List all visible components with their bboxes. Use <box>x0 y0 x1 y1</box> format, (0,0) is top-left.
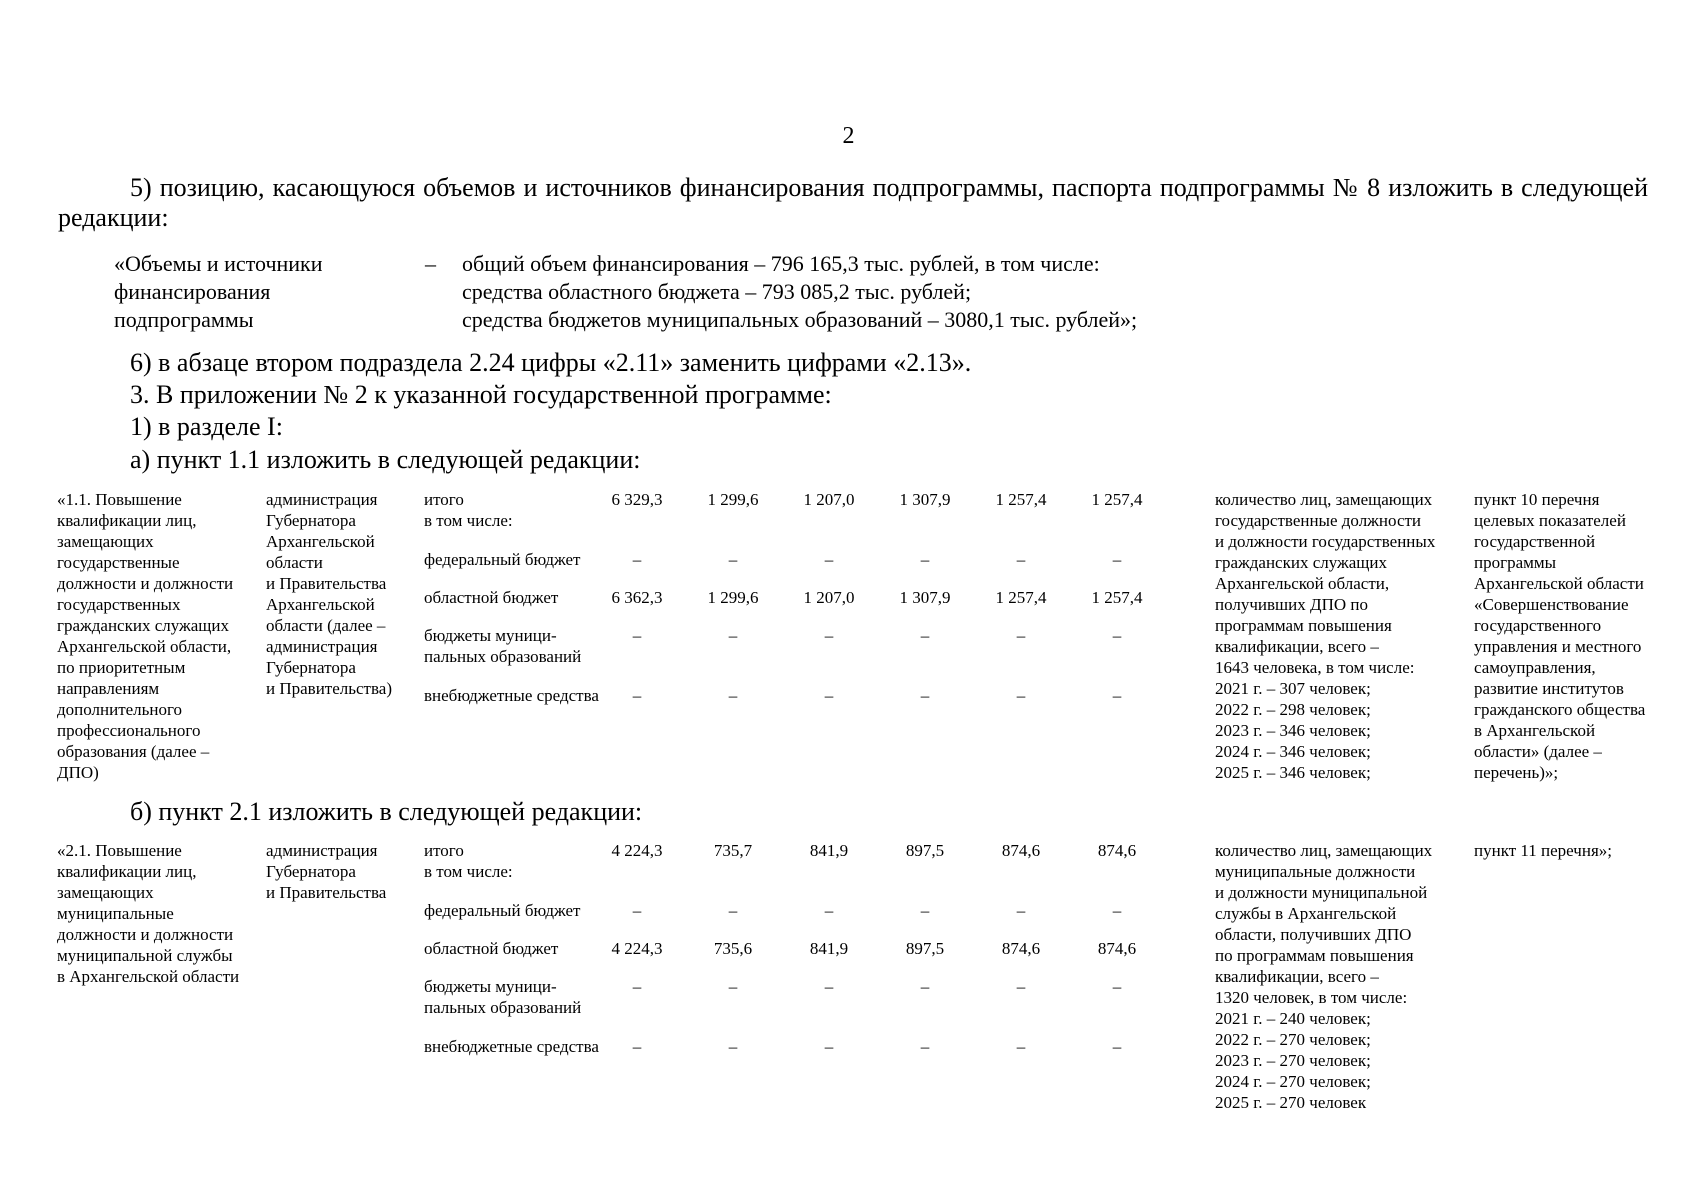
row-result-line: 2021 г. – 307 человек; <box>1215 679 1371 698</box>
row-executor-line: и Правительства) <box>266 679 392 698</box>
row-link-line: целевых показателей <box>1474 511 1626 530</box>
row-result-line: муниципальные должности <box>1215 862 1416 881</box>
row-name-line: ДПО) <box>57 763 99 782</box>
amount-cell: – <box>728 901 738 920</box>
source-label-line: бюджеты муници- <box>424 977 557 996</box>
row-name-line: замещающих <box>57 532 154 551</box>
amount-cell: 1 299,6 <box>707 588 759 607</box>
amount-cell: – <box>1112 686 1122 705</box>
row-name-line: государственных <box>57 595 181 614</box>
row-name-line: квалификации лиц, <box>57 862 197 881</box>
amount-cell: 874,6 <box>1001 939 1041 958</box>
row-link-cell <box>1474 489 1645 783</box>
row-result-line: 2025 г. – 346 человек; <box>1215 763 1371 782</box>
row-link-line: программы <box>1474 553 1557 572</box>
row-link-line: «Совершенствование <box>1474 595 1629 614</box>
amount-cell: – <box>1112 550 1122 569</box>
amount-cell: – <box>728 686 738 705</box>
financing-label-line: финансирования <box>114 279 271 304</box>
amount-cell: – <box>920 977 930 996</box>
source-label-line: внебюджетные средства <box>424 686 599 705</box>
row-name-cell <box>57 840 239 987</box>
amount-cell: 735,6 <box>713 939 753 958</box>
source-label-line: федеральный бюджет <box>424 550 581 569</box>
amount-cell: – <box>824 626 834 645</box>
amount-cell: – <box>824 901 834 920</box>
source-label-cell <box>424 976 581 1018</box>
row-link-line: пункт 10 перечня <box>1474 490 1600 509</box>
row-result-line: 2024 г. – 346 человек; <box>1215 742 1371 761</box>
row-name-line: муниципальные <box>57 904 174 923</box>
amount-cell: – <box>824 550 834 569</box>
row-link-line: пункт 11 перечня»; <box>1474 841 1612 860</box>
row-executor-line: Губернатора <box>266 862 356 881</box>
amount-cell: – <box>920 686 930 705</box>
page-number: 2 <box>842 123 855 149</box>
row-link-line: государственной <box>1474 532 1596 551</box>
row-name-line: гражданских служащих <box>57 616 229 635</box>
amount-cell: 841,9 <box>809 841 849 860</box>
amount-cell: 6 362,3 <box>611 588 663 607</box>
row-result-line: области, получивших ДПО <box>1215 925 1412 944</box>
source-label-cell <box>424 685 599 706</box>
financing-value-line: средства бюджетов муниципальных образований – 3080,1 тыс. рублей»; <box>462 307 1138 332</box>
row-result-line: государственные должности <box>1215 511 1422 530</box>
source-label-cell <box>424 840 513 882</box>
source-label-line: федеральный бюджет <box>424 901 581 920</box>
amount-cell: 1 307,9 <box>899 490 951 509</box>
amount-cell: 735,7 <box>713 841 753 860</box>
amount-cell: – <box>1016 626 1026 645</box>
amount-cell: 1 257,4 <box>995 588 1047 607</box>
row-name-line: дополнительного <box>57 700 183 719</box>
amount-cell: 874,6 <box>1001 841 1041 860</box>
row-link-line: Архангельской области <box>1474 574 1644 593</box>
row-link-line: в Архангельской <box>1474 721 1596 740</box>
row-result-cell <box>1215 489 1435 783</box>
paragraph-6: 6) в абзаце втором подраздела 2.24 цифры «2.11» заменить цифрами «2.13». <box>130 348 972 377</box>
row-link-line: развитие институтов <box>1474 679 1624 698</box>
row-result-line: 2025 г. – 270 человек <box>1215 1093 1367 1112</box>
amount-cell: – <box>1016 686 1026 705</box>
row-result-line: по программам повышения <box>1215 946 1414 965</box>
amount-cell: – <box>1112 901 1122 920</box>
row-executor-cell <box>266 489 392 699</box>
row-executor-line: области (далее – <box>266 616 386 635</box>
financing-dash: – <box>425 251 436 276</box>
paragraph-5-text: 5) позицию, касающуюся объемов и источников финансирования подпрограммы, паспорта подпрограммы № 8 изложить в следующей редакции: <box>58 173 1648 232</box>
row-result-line: и должности муниципальной <box>1215 883 1428 902</box>
row-executor-line: Губернатора <box>266 511 356 530</box>
row-result-line: 2023 г. – 270 человек; <box>1215 1051 1371 1070</box>
row-executor-cell <box>266 840 386 903</box>
row-executor-line: Архангельской <box>266 595 375 614</box>
row-result-line: и должности государственных <box>1215 532 1436 551</box>
financing-value-line: общий объем финансирования – 796 165,3 тыс. рублей, в том числе: <box>462 251 1100 276</box>
row-executor-line: администрация <box>266 841 378 860</box>
row-link-line: области» (далее – <box>1474 742 1602 761</box>
row-executor-line: области <box>266 553 323 572</box>
amount-cell: 897,5 <box>905 841 945 860</box>
source-label-line: внебюджетные средства <box>424 1037 599 1056</box>
financing-value-line: средства областного бюджета – 793 085,2 тыс. рублей; <box>462 279 972 304</box>
row-result-line: количество лиц, замещающих <box>1215 490 1433 509</box>
row-result-line: квалификации, всего – <box>1215 967 1379 986</box>
amount-cell: 4 224,3 <box>611 939 663 958</box>
row-result-line: 2022 г. – 270 человек; <box>1215 1030 1371 1049</box>
source-label-line: бюджеты муници- <box>424 626 557 645</box>
row-result-line: квалификации, всего – <box>1215 637 1379 656</box>
paragraph-3: 3. В приложении № 2 к указанной государственной программе: <box>130 380 832 409</box>
paragraph-b: б) пункт 2.1 изложить в следующей редакции: <box>130 797 643 826</box>
financing-label <box>114 250 323 334</box>
amount-cell: – <box>1016 977 1026 996</box>
row-result-line: количество лиц, замещающих <box>1215 841 1433 860</box>
amount-cell: 1 257,4 <box>995 490 1047 509</box>
row-link-line: самоуправления, <box>1474 658 1596 677</box>
row-name-line: в Архангельской области <box>57 967 240 986</box>
amount-cell: – <box>1112 626 1122 645</box>
row-name-line: профессионального <box>57 721 201 740</box>
paragraph-a: а) пункт 1.1 изложить в следующей редакции: <box>130 445 641 474</box>
amount-cell: 874,6 <box>1097 939 1137 958</box>
row-name-cell <box>57 489 233 783</box>
source-label-line: областной бюджет <box>424 588 559 607</box>
amount-cell: – <box>632 901 642 920</box>
paragraph-3-1: 1) в разделе I: <box>130 412 283 441</box>
amount-cell: – <box>824 977 834 996</box>
row-name-line: замещающих <box>57 883 154 902</box>
amount-cell: – <box>920 550 930 569</box>
row-name-line: «2.1. Повышение <box>57 841 182 860</box>
row-name-line: по приоритетным <box>57 658 186 677</box>
amount-cell: 6 329,3 <box>611 490 663 509</box>
paragraph-5 <box>58 173 1648 233</box>
row-name-line: должности и должности <box>57 574 234 593</box>
row-result-line: Архангельской области, <box>1215 574 1390 593</box>
amount-cell: – <box>1016 1037 1026 1056</box>
amount-cell: – <box>1016 550 1026 569</box>
source-label-line: пальных образований <box>424 647 582 666</box>
row-name-line: квалификации лиц, <box>57 511 197 530</box>
amount-cell: 1 207,0 <box>803 588 855 607</box>
row-result-line: гражданских служащих <box>1215 553 1387 572</box>
row-link-cell <box>1474 840 1612 861</box>
amount-cell: 874,6 <box>1097 841 1137 860</box>
amount-cell: 1 307,9 <box>899 588 951 607</box>
amount-cell: – <box>920 1037 930 1056</box>
source-label-cell <box>424 489 513 531</box>
source-label-cell <box>424 900 580 921</box>
row-result-line: получивших ДПО по <box>1215 595 1368 614</box>
row-link-line: управления и местного <box>1474 637 1642 656</box>
source-label-line: пальных образований <box>424 998 582 1017</box>
source-label-cell <box>424 1036 599 1057</box>
amount-cell: – <box>824 686 834 705</box>
financing-label-line: «Объемы и источники <box>114 251 323 276</box>
amount-cell: – <box>728 1037 738 1056</box>
financing-label-line: подпрограммы <box>114 307 254 332</box>
amount-cell: 1 257,4 <box>1091 490 1143 509</box>
row-executor-line: администрация <box>266 490 378 509</box>
source-label-line: в том числе: <box>424 511 513 530</box>
source-label-cell <box>424 625 581 667</box>
amount-cell: – <box>1112 1037 1122 1056</box>
amount-cell: – <box>920 626 930 645</box>
amount-cell: – <box>728 550 738 569</box>
row-result-line: 2024 г. – 270 человек; <box>1215 1072 1371 1091</box>
row-result-line: 2021 г. – 240 человек; <box>1215 1009 1371 1028</box>
amount-cell: – <box>1112 977 1122 996</box>
row-executor-line: и Правительства <box>266 574 387 593</box>
source-label-line: итого <box>424 841 464 860</box>
row-name-line: направлениям <box>57 679 160 698</box>
row-result-line: программам повышения <box>1215 616 1392 635</box>
row-executor-line: Губернатора <box>266 658 356 677</box>
row-name-line: образования (далее – <box>57 742 210 761</box>
row-name-line: муниципальной службы <box>57 946 233 965</box>
amount-cell: – <box>1016 901 1026 920</box>
amount-cell: – <box>632 1037 642 1056</box>
row-executor-line: администрация <box>266 637 378 656</box>
row-result-line: 1320 человек, в том числе: <box>1215 988 1408 1007</box>
row-result-line: 2022 г. – 298 человек; <box>1215 700 1371 719</box>
amount-cell: 1 207,0 <box>803 490 855 509</box>
row-link-line: государственного <box>1474 616 1602 635</box>
row-name-line: «1.1. Повышение <box>57 490 182 509</box>
source-label-cell <box>424 938 558 959</box>
amount-cell: 1 257,4 <box>1091 588 1143 607</box>
row-result-line: 1643 человека, в том числе: <box>1215 658 1415 677</box>
amount-cell: – <box>824 1037 834 1056</box>
row-executor-line: Архангельской <box>266 532 375 551</box>
source-label-line: областной бюджет <box>424 939 559 958</box>
row-name-line: должности и должности <box>57 925 234 944</box>
amount-cell: – <box>632 550 642 569</box>
amount-cell: – <box>632 626 642 645</box>
row-link-line: перечень)»; <box>1474 763 1559 782</box>
amount-cell: 897,5 <box>905 939 945 958</box>
source-label-cell <box>424 549 580 570</box>
row-executor-line: и Правительства <box>266 883 387 902</box>
amount-cell: – <box>632 686 642 705</box>
amount-cell: 1 299,6 <box>707 490 759 509</box>
amount-cell: 841,9 <box>809 939 849 958</box>
source-label-line: в том числе: <box>424 862 513 881</box>
source-label-cell <box>424 587 558 608</box>
row-name-line: государственные <box>57 553 180 572</box>
row-link-line: гражданского общества <box>1474 700 1646 719</box>
amount-cell: – <box>920 901 930 920</box>
amount-cell: – <box>632 977 642 996</box>
row-name-line: Архангельской области, <box>57 637 232 656</box>
amount-cell: – <box>728 977 738 996</box>
financing-values <box>462 250 1137 334</box>
row-result-line: 2023 г. – 346 человек; <box>1215 721 1371 740</box>
amount-cell: – <box>728 626 738 645</box>
amount-cell: 4 224,3 <box>611 841 663 860</box>
row-result-line: службы в Архангельской <box>1215 904 1397 923</box>
row-result-cell <box>1215 840 1432 1113</box>
source-label-line: итого <box>424 490 464 509</box>
